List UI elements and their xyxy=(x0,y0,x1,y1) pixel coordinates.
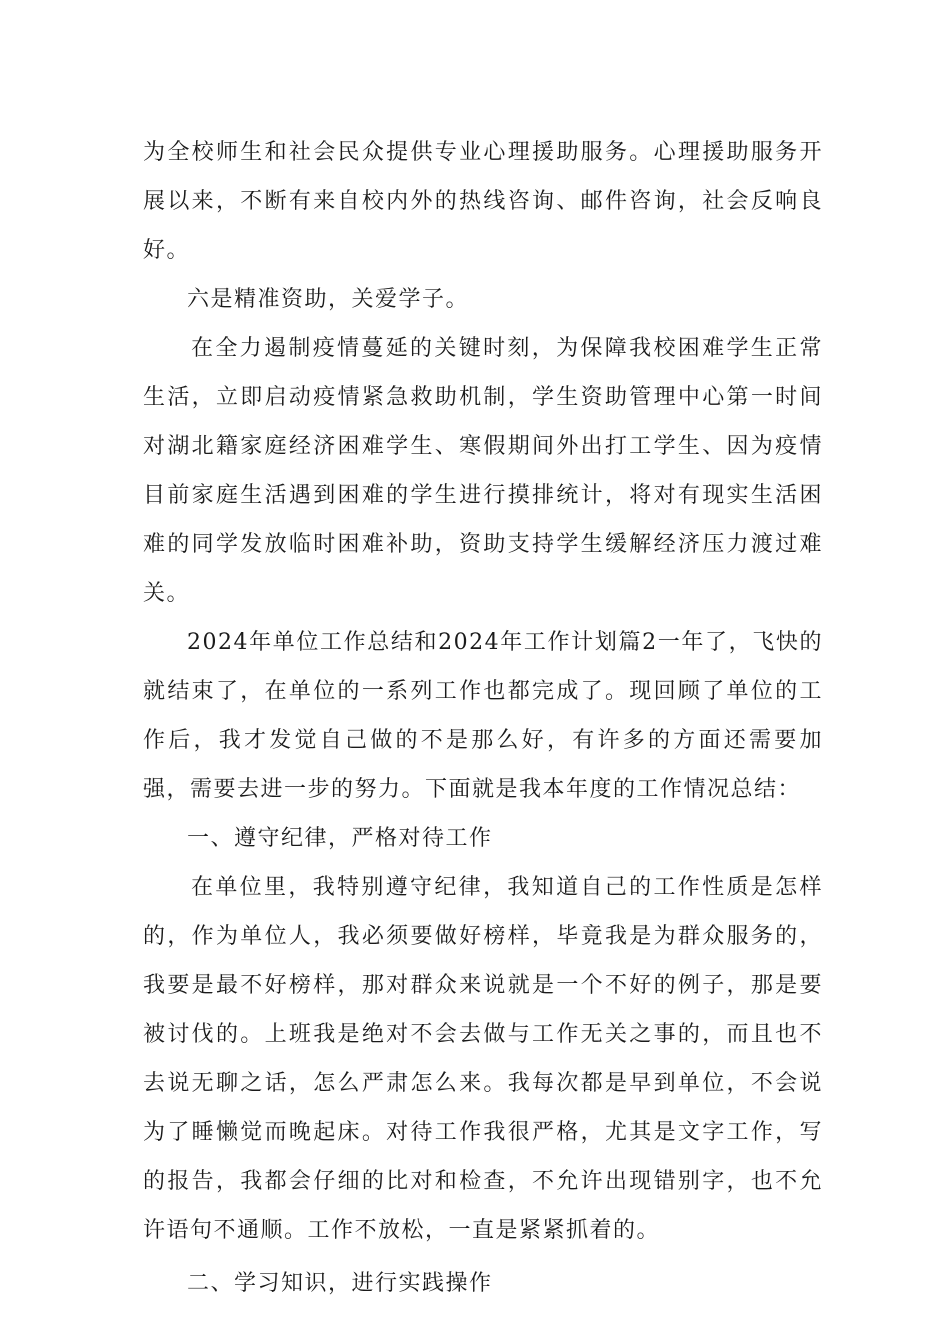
paragraph-psychological-aid: 为全校师生和社会民众提供专业心理援助服务。心理援助服务开展以来，不断有来自校内外的热线咨询、邮件咨询，社会反响良好。 xyxy=(143,140,823,263)
paragraph-student-aid: 在全力遏制疫情蔓延的关键时刻，为保障我校困难学生正常生活，立即启动疫情紧急救助机制，学生资助管理中心第一时间对湖北籍家庭经济困难学生、寒假期间外出打工学生、因为疫情目前家庭生活遇到困难的学生进行摸排统计，将对有现实生活困难的同学发放临时困难补助，资助支持学生缓解经济压力渡过难关。 xyxy=(143,336,823,606)
paragraph-discipline-body: 在单位里，我特别遵守纪律，我知道自己的工作性质是怎样的，作为单位人，我必须要做好榜样，毕竟我是为群众服务的，我要是最不好榜样，那对群众来说就是一个不好的例子，那是要被讨伐的。上班我是绝对不会去做与工作无关之事的，而且也不去说无聊之话，怎么严肃怎么来。我每次都是早到单位，不会说为了睡懒觉而晚起床。对待工作我很严格，尤其是文字工作，写的报告，我都会仔细的比对和检查，不允许出现错别字，也不允许语句不通顺。工作不放松，一直是紧紧抓着的。 xyxy=(143,875,823,1243)
paragraph-section-six-heading: 六是精准资助，关爱学子。 xyxy=(187,287,470,312)
document-body xyxy=(143,128,823,1308)
paragraph-heading-discipline: 一、遵守纪律，严格对待工作 xyxy=(187,826,493,851)
paragraph-summary-intro: 2024年单位工作总结和2024年工作计划篇2一年了，飞快的就结束了，在单位的一系列工作也都完成了。现回顾了单位的工作后，我才发觉自己做的不是那么好，有许多的方面还需要加强，需要去进一步的努力。下面就是我本年度的工作情况总结： xyxy=(143,630,823,802)
paragraph-heading-learning: 二、学习知识，进行实践操作 xyxy=(187,1271,493,1296)
